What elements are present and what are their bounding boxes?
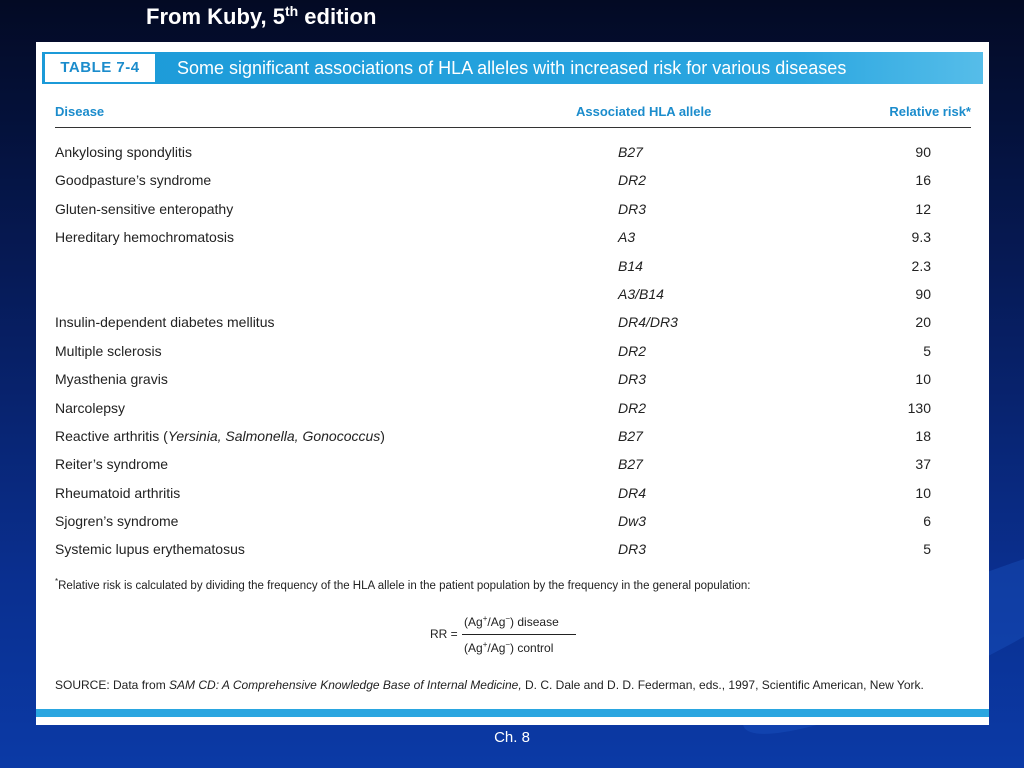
table-row (36, 424, 989, 452)
table-body (36, 140, 989, 566)
allele-cell: DR4/DR3 (618, 314, 678, 331)
table-row (36, 197, 989, 225)
table-row (36, 339, 989, 367)
formula-lhs: RR = (430, 627, 458, 641)
table-row (36, 282, 989, 310)
risk-cell: 12 (915, 200, 931, 217)
allele-cell: DR3 (618, 371, 647, 388)
slide-title: From Kuby, 5th edition (146, 3, 377, 29)
formula-denominator: (Ag+/Ag−) control (464, 640, 554, 655)
risk-cell: 2.3 (911, 257, 931, 274)
column-header-risk: Relative risk* (889, 104, 971, 119)
risk-cell: 90 (915, 144, 931, 160)
disease-cell: Insulin-dependent diabetes mellitus (55, 314, 275, 331)
allele-cell: DR3 (618, 541, 647, 558)
footnote: *Relative risk is calculated by dividing the frequency of the HLA allele in the patient population by the frequency in the general population: (55, 577, 751, 592)
table-row (36, 509, 989, 537)
table-row (36, 481, 989, 509)
disease-cell: Gluten-sensitive enteropathy (55, 200, 234, 217)
disease-cell: Systemic lupus erythematosus (55, 541, 245, 558)
allele-cell: DR2 (618, 172, 647, 189)
table-row (36, 367, 989, 395)
table-row (36, 452, 989, 480)
disease-cell: Reiter’s syndrome (55, 456, 169, 473)
table-caption-bar (42, 52, 983, 84)
risk-cell: 16 (915, 172, 931, 189)
allele-cell: A3/B14 (618, 285, 664, 302)
source-citation: SOURCE: Data from SAM CD: A Comprehensive Knowledge Base of Internal Medicine, D. C. Dale and D. D. Federman, eds., 1997, Scientific American, New York. (55, 678, 924, 692)
disease-cell: Goodpasture’s syndrome (55, 172, 212, 189)
allele-cell: DR2 (618, 399, 647, 416)
allele-cell: B27 (618, 144, 643, 160)
risk-cell: 6 (923, 513, 931, 530)
disease-cell: Sjogren’s syndrome (55, 513, 179, 530)
organism-names: Yersinia, Salmonella, Gonococcus (167, 427, 381, 444)
table-row (36, 396, 989, 424)
table-caption: Some significant associations of HLA alleles with increased risk for various diseases (177, 58, 847, 78)
table-figure (36, 42, 989, 725)
risk-cell: 5 (923, 342, 931, 359)
disease-cell: Reactive arthritis (Yersinia, Salmonella, Gonococcus) (55, 427, 385, 444)
bottom-rule (36, 709, 989, 717)
disease-cell: Ankylosing spondylitis (55, 144, 192, 160)
risk-cell: 10 (915, 371, 931, 388)
risk-cell: 5 (923, 541, 931, 558)
allele-cell: B27 (618, 456, 643, 473)
allele-cell: B14 (618, 257, 643, 274)
column-header-allele: Associated HLA allele (576, 104, 712, 119)
table-number: TABLE 7-4 (45, 54, 155, 82)
table-row (36, 254, 989, 282)
allele-cell: DR4 (618, 484, 647, 501)
allele-cell: Dw3 (618, 513, 647, 530)
disease-cell: Myasthenia gravis (55, 371, 168, 388)
header-rule (55, 127, 971, 128)
formula-numerator: (Ag+/Ag−) disease (464, 614, 559, 629)
table-row (36, 140, 989, 168)
risk-cell: 90 (915, 285, 931, 302)
risk-cell: 18 (915, 427, 931, 444)
disease-cell: Rheumatoid arthritis (55, 484, 181, 501)
risk-cell: 20 (915, 314, 931, 331)
table-row (36, 310, 989, 338)
table-row (36, 537, 989, 565)
risk-cell: 10 (915, 484, 931, 501)
slide-footer: Ch. 8 (494, 729, 530, 746)
disease-cell: Hereditary hemochromatosis (55, 229, 234, 246)
disease-cell: Multiple sclerosis (55, 342, 162, 359)
allele-cell: DR2 (618, 342, 647, 359)
disease-cell: Narcolepsy (55, 399, 126, 416)
allele-cell: DR3 (618, 200, 647, 217)
allele-cell: A3 (618, 229, 636, 246)
risk-cell: 9.3 (911, 229, 931, 246)
allele-cell: B27 (618, 427, 643, 444)
fraction-line (462, 634, 576, 635)
risk-cell: 130 (907, 399, 931, 416)
column-header-disease: Disease (55, 104, 105, 119)
table-row (36, 225, 989, 253)
table-row (36, 168, 989, 196)
risk-cell: 37 (915, 456, 931, 473)
